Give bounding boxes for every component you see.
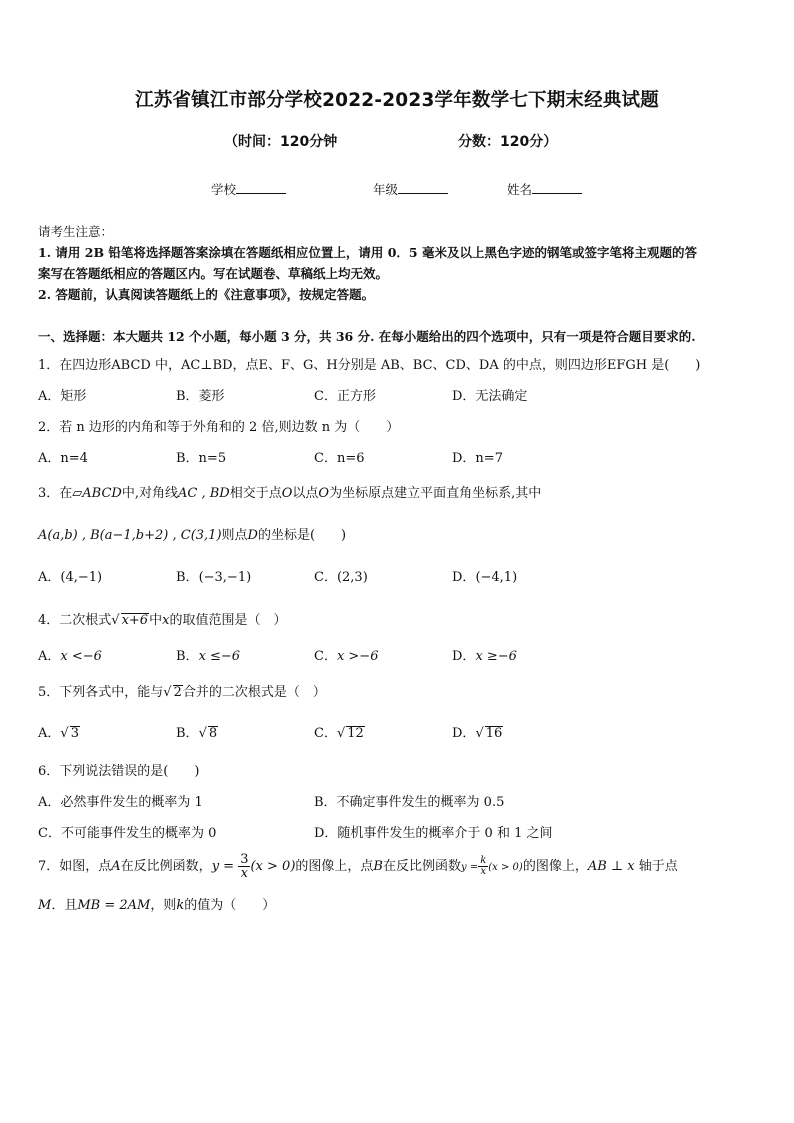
exam-time: （时间：120分钟 bbox=[224, 134, 338, 150]
question-7-stem-line-2: M．且MB = 2AM，则k的值为（ ） bbox=[38, 898, 276, 913]
question-6-option-b[interactable]: B．不确定事件发生的概率为 0.5 bbox=[314, 795, 505, 810]
name-blank[interactable] bbox=[532, 181, 582, 194]
question-5-option-a[interactable]: A．√ 3 bbox=[38, 726, 79, 741]
question-5-option-d[interactable]: D．√ 16 bbox=[452, 726, 503, 741]
grade-field: 年级 bbox=[373, 180, 448, 198]
school-blank[interactable] bbox=[236, 181, 286, 194]
school-field: 学校 bbox=[211, 180, 286, 198]
question-6-option-c[interactable]: C．不可能事件发生的概率为 0 bbox=[38, 826, 217, 841]
question-1-stem: 1．在四边形ABCD 中，AC⊥BD，点E、F、G、H分别是 AB、BC、CD、DA 的中点，则四边形EFGH 是( ) bbox=[38, 358, 701, 373]
question-5-stem: 5．下列各式中，能与√ 2合并的二次根式是（ ） bbox=[38, 685, 326, 700]
radical-2: 2 bbox=[173, 685, 182, 700]
question-2-option-d[interactable]: D．n=7 bbox=[452, 451, 503, 466]
question-2-stem: 2．若 n 边形的内角和等于外角和的 2 倍,则边数 n 为（ ） bbox=[38, 420, 400, 435]
question-3-option-c[interactable]: C．(2,3) bbox=[314, 570, 368, 585]
exam-score: 分数：120分） bbox=[458, 134, 558, 150]
question-4-stem: 4．二次根式√ x+6中x的取值范围是（ ） bbox=[38, 613, 287, 628]
question-1-option-b[interactable]: B．菱形 bbox=[176, 389, 225, 404]
question-4-option-c[interactable]: C．x >−6 bbox=[314, 649, 379, 664]
question-7-stem-line-1: 7．如图，点A在反比例函数，y = $\frac{3}{x}$ (x > 0)的图像上，点B在反比例函数y = $\frac{k}{x}$ (x > 0)的图像上，AB ⊥ x 轴于点 bbox=[38, 852, 678, 881]
question-4-option-a[interactable]: A．x <−6 bbox=[38, 649, 102, 664]
question-6-option-d[interactable]: D．随机事件发生的概率介于 0 和 1 之间 bbox=[314, 826, 553, 841]
question-4-option-d[interactable]: D．x ≥−6 bbox=[452, 649, 517, 664]
notice-heading: 请考生注意： bbox=[38, 224, 114, 239]
question-5-option-b[interactable]: B．√ 8 bbox=[176, 726, 218, 741]
question-2-option-a[interactable]: A．n=4 bbox=[38, 451, 88, 466]
question-6-stem: 6．下列说法错误的是( ) bbox=[38, 764, 200, 779]
question-6-option-a[interactable]: A．必然事件发生的概率为 1 bbox=[38, 795, 203, 810]
question-3-option-b[interactable]: B．(−3,−1) bbox=[176, 570, 252, 585]
exam-title: 江苏省镇江市部分学校2022-2023学年数学七下期末经典试题 bbox=[135, 90, 659, 111]
radical-x-plus-6: x+6 bbox=[121, 613, 149, 628]
question-3-stem-line-1: 3．在▱ABCD中,对角线AC , BD相交于点O以点O为坐标原点建立平面直角坐标系,其中 bbox=[38, 486, 542, 501]
grade-blank[interactable] bbox=[398, 181, 448, 194]
notice-item-2: 2. 答题前，认真阅读答题纸上的《注意事项》，按规定答题。 bbox=[38, 287, 375, 302]
fraction-k-over-x: $\frac{k}{x}$ bbox=[480, 855, 487, 877]
fraction-3-over-x: $\frac{3}{x}$ bbox=[240, 852, 249, 881]
question-2-option-c[interactable]: C．n=6 bbox=[314, 451, 365, 466]
question-3-option-d[interactable]: D．(−4,1) bbox=[452, 570, 518, 585]
question-5-option-c[interactable]: C．√ 12 bbox=[314, 726, 364, 741]
parallelogram-symbol: ▱ABCD bbox=[72, 486, 122, 501]
section-heading: 一、选择题：本大题共 12 个小题，每小题 3 分，共 36 分. 在每小题给出的四个选项中，只有一项是符合题目要求的. bbox=[38, 329, 696, 344]
question-4-option-b[interactable]: B．x ≤−6 bbox=[176, 649, 241, 664]
question-2-option-b[interactable]: B．n=5 bbox=[176, 451, 227, 466]
notice-item-1-line-2: 案写在答题纸相应的答题区内。写在试题卷、草稿纸上均无效。 bbox=[38, 266, 389, 281]
question-3-stem-line-2: A(a,b) , B(a−1,b+2) , C(3,1)则点D的坐标是( ) bbox=[38, 528, 347, 543]
name-field: 姓名 bbox=[507, 180, 582, 198]
question-1-option-c[interactable]: C．正方形 bbox=[314, 389, 376, 404]
question-1-option-a[interactable]: A．矩形 bbox=[38, 389, 87, 404]
question-1-option-d[interactable]: D．无法确定 bbox=[452, 389, 528, 404]
notice-item-1-line-1: 1. 请用 2B 铅笔将选择题答案涂填在答题纸相应位置上，请用 0．5 毫米及以上黑色字迹的钢笔或签字笔将主观题的答 bbox=[38, 245, 697, 260]
question-3-option-a[interactable]: A．(4,−1) bbox=[38, 570, 103, 585]
